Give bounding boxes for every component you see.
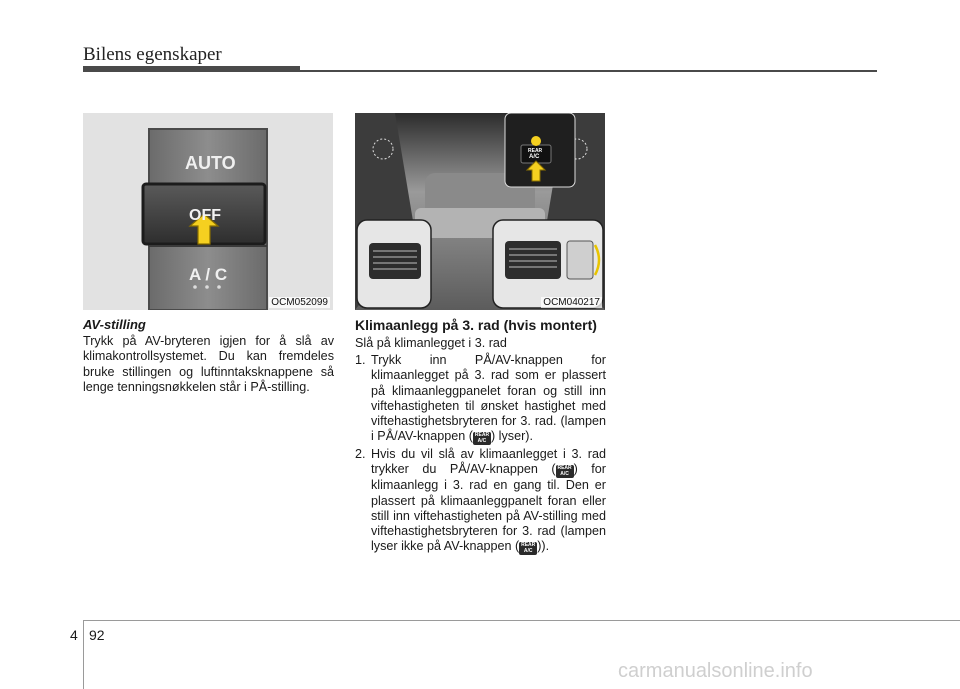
rear-cabin-illustration (355, 113, 605, 310)
figure-rear-ac-cabin (355, 113, 605, 310)
step-number: 2. (355, 447, 366, 462)
step-text: Hvis du vil slå av klimaanlegget i 3. rad trykker du PÅ/AV-knappen ( REAR A/C ) for klimaanlegg i 3. rad en gang til. Den er plassert på klimaanleggpanelt foran eller still inn viftehastigheten på AV-stilling med viftehastighetsbryteren for 3. rad (lampen lyser ikke på AV-knappen ( REAR A/C )). (371, 447, 607, 555)
off-mode-paragraph: Trykk på AV-bryteren igjen for å slå av klimakontrollsystemet. Du kan fremdeles bruke stillingen og luftinntaksknappene så lenge tenningsnøkkelen står i PÅ-stilling. (83, 334, 334, 394)
section-intro: Slå på klimanlegget i 3. rad (355, 336, 507, 350)
watermark: carmanualsonline.info (618, 660, 813, 682)
rear-ac-button-icon: REAR A/C (474, 432, 490, 445)
label-ac: A / C (189, 265, 228, 284)
page-header-title: Bilens egenskaper (83, 44, 222, 65)
label-off: OFF (189, 207, 221, 224)
figure-code: OCM040217 (543, 297, 600, 308)
rear-ac-button-icon: REAR A/C (521, 542, 536, 555)
inset-rear-label: REAR (528, 148, 543, 154)
step-number: 1. (355, 353, 366, 368)
inset-ac-label: A/C (529, 154, 540, 160)
right-column (355, 317, 606, 555)
section-heading: Klimaanlegg på 3. rad (hvis montert) (355, 317, 597, 333)
step-1 (355, 353, 606, 445)
subheading-off-mode: AV-stilling (83, 317, 146, 332)
header-rule-thick (83, 66, 300, 72)
step-text: Trykk inn PÅ/AV-knappen for klimaanlegget på 3. rad som er plassert på klimaanleggpanelet foran og still inn viftehastigheten til ønsket hastighet med viftehastighetsbryteren for 3. rad. (lampen i PÅ/AV-knappen ( REAR A/C ) lyser). (371, 353, 606, 445)
rear-ac-button-icon: REAR A/C (557, 465, 572, 478)
footer-rule-vertical (83, 620, 84, 689)
figure-code: OCM052099 (271, 297, 328, 308)
figure-ac-off-button (83, 113, 333, 310)
chapter-number: 4 (70, 627, 78, 643)
label-auto: AUTO (185, 153, 236, 173)
left-column (83, 317, 334, 395)
footer-rule-horizontal (83, 620, 960, 621)
page-number: 92 (89, 627, 105, 643)
header-rule-thin (300, 70, 877, 72)
step-2 (355, 447, 606, 555)
